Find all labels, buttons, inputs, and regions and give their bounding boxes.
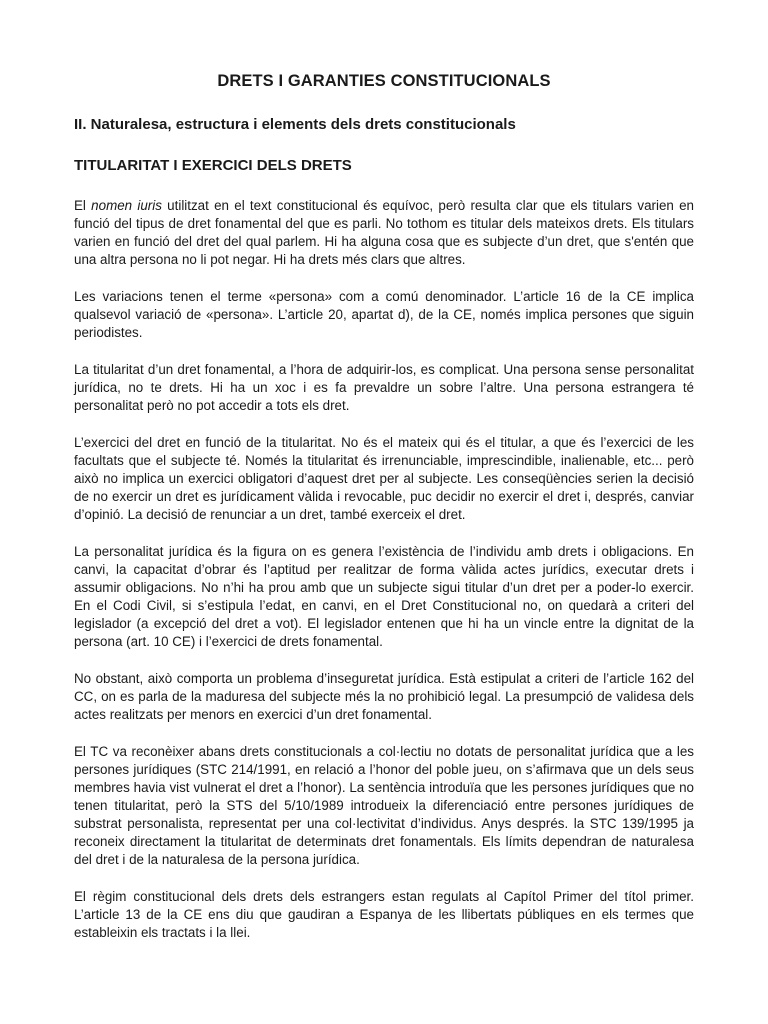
paragraph-1-rest: utilitzat en el text constitucional és equívoc, però resulta clar que els titulars varien en funció del tipus de dret fonamental del que es parli. No tothom es titular dels mateixos drets. Els titulars varien en funció del dret del qual parlem. Hi ha alguna cosa que es subjecte d’un dret, que s'entén que una altra persona no li pot negar. Hi ha drets més clars que altres.	[74, 198, 694, 267]
paragraph-5: La personalitat jurídica és la figura on es genera l’existència de l’individu amb drets i obligacions. En canvi, la capacitat d’obrar és l’aptitud per realitzar de forma vàlida actes jurídics, executar drets i assumir obligacions. No n’hi ha prou amb que un subjecte sigui titular d’un dret per a poder-lo exercir. En el Codi Civil, si s’estipula l’edat, en canvi, en el Dret Constitucional no, on quedarà a criteri del legislador (a excepció del dret a vot). El legislador entenen que hi ha un vincle entre la dignitat de la persona (art. 10 CE) i l’exercici de drets fonamental.	[74, 544, 694, 649]
paragraph-4: L’exercici del dret en funció de la titularitat. No és el mateix qui és el titular, a que és l’exercici de les facultats que el subjecte té. Només la titularitat és irrenunciable, imprescindible, inalienable, etc... però això no implica un exercici obligatori d’aquest dret per al subjecte. Les conseqüències serien la decisió de no exercir un dret es jurídicament vàlida i revocable, puc decidir no exercir el dret i, després, canviar d’opinió. La decisió de renunciar a un dret, també exerceix el dret.	[74, 435, 694, 522]
document-title: DRETS I GARANTIES CONSTITUCIONALS	[217, 72, 551, 90]
paragraph-3: La titularitat d’un dret fonamental, a l’hora de adquirir-los, es complicat. Una persona sense personalitat jurídica, no te drets. Hi ha un xoc i es fa prevaldre un sobre l’altre. Una persona estrangera té personalitat però no pot accedir a tots els dret.	[74, 362, 694, 413]
subsection-heading: TITULARITAT I EXERCICI DELS DRETS	[74, 157, 352, 174]
document-body	[74, 66, 694, 942]
section-heading: II. Naturalesa, estructura i elements dels drets constitucionals	[74, 116, 516, 133]
paragraph-1-lead: El	[74, 198, 92, 213]
paragraph-6: No obstant, això comporta un problema d’inseguretat jurídica. Està estipulat a criteri de l’article 162 del CC, on es parla de la maduresa del subjecte més la no prohibició legal. La presumpció de validesa dels actes realitzats per menors en exercici d’un dret fonamental.	[74, 671, 694, 722]
paragraph-1-italic-term: nomen iuris	[91, 198, 162, 213]
paragraph-2: Les variacions tenen el terme «persona» com a comú denominador. L’article 16 de la CE implica qualsevol variació de «persona». L’article 20, apartat d), de la CE, només implica persones que siguin periodistes.	[74, 289, 694, 340]
paragraph-1	[74, 197, 694, 269]
paragraph-7: El TC va reconèixer abans drets constitucionals a col·lectiu no dotats de personalitat jurídica que a les persones jurídiques (STC 214/1991, en relació a l’honor del poble jueu, on s’afirmava que un dels seus membres havia vist vulnerat el dret a l’honor). La sentència introduïa que les persones jurídiques que no tenen titularitat, però la STS del 5/10/1989 introdueix la diferenciació entre persones jurídiques de substrat personalista, representat per una col·lectivitat d’individus. Anys després. la STC 139/1995 ja reconeix directament la titularitat de determinats dret fonamentals. Els límits dependran de naturalesa del dret i de la naturalesa de la persona jurídica.	[74, 744, 694, 867]
paragraph-8: El règim constitucional dels drets dels estrangers estan regulats al Capítol Primer del títol primer. L’article 13 de la CE ens diu que gaudiran a Espanya de les llibertats públiques en els termes que estableixin els tractats i la llei.	[74, 889, 694, 940]
